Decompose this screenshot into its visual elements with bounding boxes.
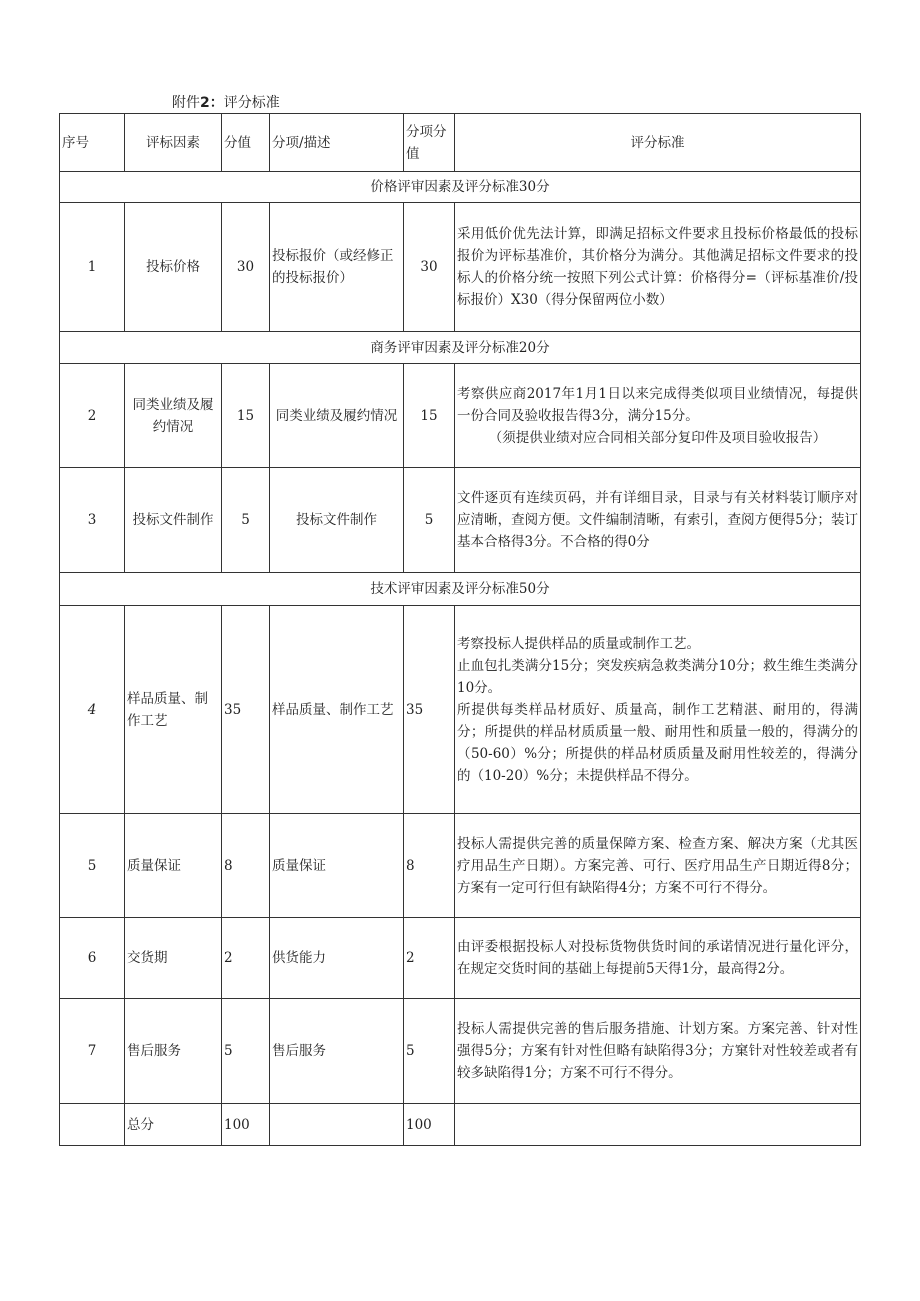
caption-prefix: 附件 (172, 95, 200, 111)
section-business: 商务评审因素及评分标准20分 (60, 332, 861, 364)
row-score: 2 (222, 918, 270, 999)
table-row (60, 606, 861, 814)
row-score: 8 (222, 814, 270, 918)
section-row-business (60, 332, 861, 364)
row-no: 1 (60, 203, 125, 332)
caption-title: 评分标准 (223, 95, 280, 111)
row-item-score: 15 (404, 364, 455, 468)
row-item-score: 5 (404, 468, 455, 573)
table-row (60, 364, 861, 468)
row-item: 投标文件制作 (270, 468, 404, 573)
header-factor: 评标因素 (125, 114, 222, 172)
row-no: 5 (60, 814, 125, 918)
section-price: 价格评审因素及评分标准30分 (60, 172, 861, 203)
row-score: 35 (222, 606, 270, 814)
section-row-price (60, 172, 861, 203)
row-item: 投标报价（或经修正的投标报价） (270, 203, 404, 332)
total-score: 100 (222, 1104, 270, 1146)
row-item-score: 8 (404, 814, 455, 918)
criteria-line: 止血包扎类满分15分；突发疾病急救类满分10分；救生维生类满分10分。 (457, 657, 858, 696)
row-item: 售后服务 (270, 999, 404, 1104)
row-criteria: 投标人需提供完善的售后服务措施、计划方案。方案完善、针对性强得5分；方案有针对性但略有缺陷得3分；方窠针对性较差或者有较多缺陷得1分；方案不可行不得分。 (455, 999, 861, 1104)
table-row (60, 468, 861, 573)
row-no: 3 (60, 468, 125, 573)
row-criteria (455, 606, 861, 814)
section-tech: 技术评审因素及评分标准50分 (60, 573, 861, 606)
row-criteria: 由评委根据投标人对投标货物供货时间的承诺情况进行量化评分，在规定交货时间的基础上每提前5天得1分，最高得2分。 (455, 918, 861, 999)
header-row (60, 114, 861, 172)
header-score: 分值 (222, 114, 270, 172)
attachment-caption (172, 92, 280, 112)
total-label: 总分 (125, 1104, 222, 1146)
row-factor: 投标价格 (125, 203, 222, 332)
row-score: 5 (222, 468, 270, 573)
row-no: 2 (60, 364, 125, 468)
row-no: 7 (60, 999, 125, 1104)
table-row (60, 814, 861, 918)
row-no: 6 (60, 918, 125, 999)
table-row (60, 999, 861, 1104)
total-item (270, 1104, 404, 1146)
criteria-line: 所提供每类样品材质好、质量高，制作工艺精湛、耐用的，得满分；所提供的样品材质质量一般、耐用性和质量一般的，得满分的（50-60）%分；所提供的样品材质质量及耐用性较差的，得满分的（10-20）%分；未提供样品不得分。 (457, 701, 858, 784)
header-no: 序号 (60, 114, 125, 172)
criteria-line: 考察投标人提供样品的质量或制作工艺。 (457, 635, 700, 652)
row-no: 4 (60, 606, 125, 814)
header-item: 分项/描述 (270, 114, 404, 172)
row-item-score: 35 (404, 606, 455, 814)
total-no (60, 1104, 125, 1146)
row-score: 5 (222, 999, 270, 1104)
header-criteria: 评分标准 (455, 114, 861, 172)
row-item-score: 2 (404, 918, 455, 999)
row-factor: 样品质量、制作工艺 (125, 606, 222, 814)
row-item: 供货能力 (270, 918, 404, 999)
row-item-score: 30 (404, 203, 455, 332)
caption-number: 2： (200, 95, 224, 111)
row-criteria: 采用低价优先法计算，即满足招标文件要求且投标价格最低的投标报价为评标基准价，其价格分为满分。其他满足招标文件要求的投标人的价格分统一按照下列公式计算：价格得分=（评标基准价/投标报价）X30（得分保留两位小数） (455, 203, 861, 332)
row-score: 15 (222, 364, 270, 468)
row-factor: 交货期 (125, 918, 222, 999)
row-factor: 同类业绩及履约情况 (125, 364, 222, 468)
scoring-table (59, 113, 861, 1146)
row-factor: 投标文件制作 (125, 468, 222, 573)
criteria-note: （须提供业绩对应合同相关部分复印件及项目验收报告） (488, 429, 827, 446)
row-criteria: 文件逐页有连续页码，并有详细目录，目录与有关材料装订顺序对应清晰，查阅方便。文件编制清晰，有索引，查阅方便得5分；装订基本合格得3分。不合格的得0分 (455, 468, 861, 573)
row-criteria: 投标人需提供完善的质量保障方案、检查方案、解决方案（尤其医疗用品生产日期）。方案完善、可行、医疗用品生产日期近得8分；方案有一定可行但有缺陷得4分；方案不可行不得分。 (455, 814, 861, 918)
row-factor: 质量保证 (125, 814, 222, 918)
row-item: 样品质量、制作工艺 (270, 606, 404, 814)
total-criteria (455, 1104, 861, 1146)
header-item-score: 分项分值 (404, 114, 455, 172)
total-row (60, 1104, 861, 1146)
total-item-score: 100 (404, 1104, 455, 1146)
table-row (60, 918, 861, 999)
section-row-tech (60, 573, 861, 606)
row-item: 同类业绩及履约情况 (270, 364, 404, 468)
row-item: 质量保证 (270, 814, 404, 918)
row-score: 30 (222, 203, 270, 332)
row-criteria (455, 364, 861, 468)
criteria-line: 考察供应商2017年1月1日以来完成得类似项目业绩情况，每提供一份合同及验收报告得3分，满分15分。 (457, 385, 858, 424)
row-item-score: 5 (404, 999, 455, 1104)
table-row (60, 203, 861, 332)
row-factor: 售后服务 (125, 999, 222, 1104)
